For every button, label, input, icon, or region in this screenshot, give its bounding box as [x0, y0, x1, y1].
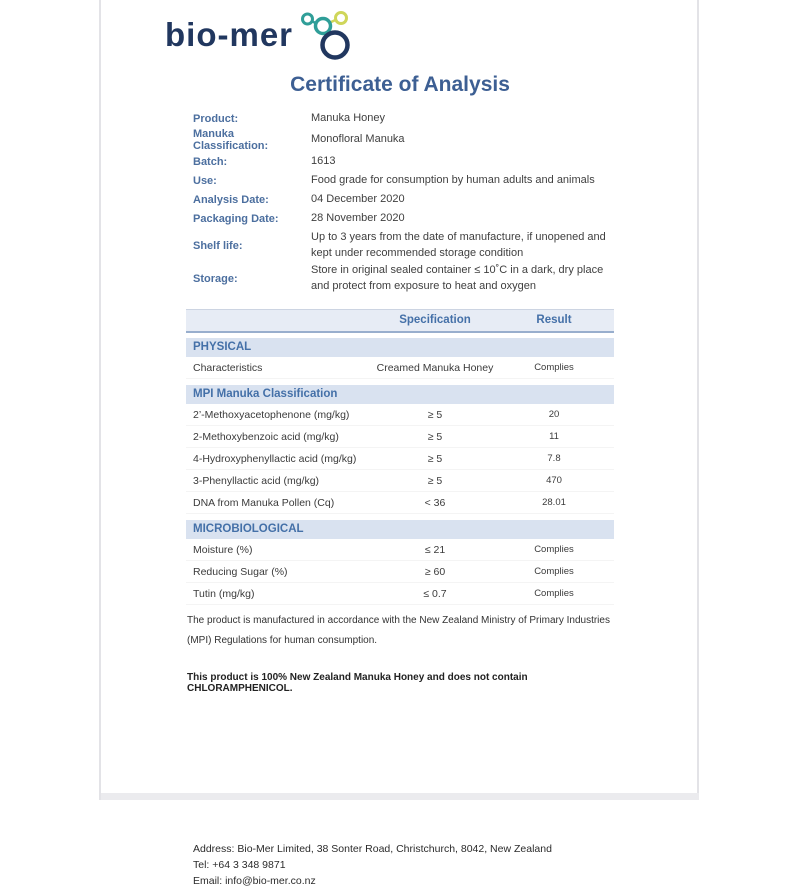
row-result: 11 — [494, 431, 614, 442]
product-info-value: Up to 3 years from the date of manufacture, if unopened and kept under recommended storage condition — [311, 230, 614, 261]
row-specification: < 36 — [376, 497, 494, 509]
footer-address: Address: Bio-Mer Limited, 38 Sonter Road, Christchurch, 8042, New Zealand — [193, 841, 614, 857]
row-parameter: Tutin (mg/kg) — [186, 588, 376, 600]
row-specification: Creamed Manuka Honey — [376, 362, 494, 374]
row-result: Complies — [494, 566, 614, 577]
product-info-value: 1613 — [311, 154, 614, 170]
product-info-value: Manuka Honey — [311, 111, 614, 127]
product-info-label: Storage: — [193, 273, 311, 285]
row-parameter: 3-Phenyllactic acid (mg/kg) — [186, 475, 376, 487]
table-row — [186, 561, 614, 583]
table-row — [186, 404, 614, 426]
table-header-row — [186, 309, 614, 333]
product-info-label: Shelf life: — [193, 240, 311, 252]
product-info-row — [193, 109, 614, 128]
page-left-edge — [99, 0, 101, 800]
product-info-row — [193, 128, 614, 152]
product-info-value: 04 December 2020 — [311, 192, 614, 208]
product-info-label: Packaging Date: — [193, 213, 311, 225]
product-info-row — [193, 152, 614, 171]
table-section-header: MPI Manuka Classification — [186, 385, 614, 404]
table-row — [186, 539, 614, 561]
product-info-label: Analysis Date: — [193, 194, 311, 206]
logo-wordmark: bio-mer — [165, 10, 293, 60]
footer-tel: Tel: +64 3 348 9871 — [193, 857, 614, 873]
product-info-row — [193, 209, 614, 228]
authenticity-statement: This product is 100% New Zealand Manuka Honey and does not contain CHLORAMPHENICOL. — [186, 672, 614, 694]
certificate-document — [186, 0, 614, 889]
row-parameter: DNA from Manuka Pollen (Cq) — [186, 497, 376, 509]
contact-footer — [186, 841, 614, 889]
row-result: Complies — [494, 362, 614, 373]
table-row — [186, 583, 614, 605]
row-parameter: 4-Hydroxyphenyllactic acid (mg/kg) — [186, 453, 376, 465]
row-parameter: Moisture (%) — [186, 544, 376, 556]
table-section-header: PHYSICAL — [186, 338, 614, 357]
biomer-logo — [165, 10, 614, 60]
row-specification: ≥ 60 — [376, 566, 494, 578]
row-result: 20 — [494, 409, 614, 420]
table-section-header: MICROBIOLOGICAL — [186, 520, 614, 539]
product-info-label: Use: — [193, 175, 311, 187]
table-row — [186, 357, 614, 379]
product-info-label: Product: — [193, 113, 311, 125]
product-info-row — [193, 230, 614, 261]
row-parameter: Characteristics — [186, 362, 376, 374]
row-specification: ≤ 0.7 — [376, 588, 494, 600]
row-specification: ≥ 5 — [376, 453, 494, 465]
molecule-logo-icon — [297, 10, 355, 62]
row-parameter: 2-Methoxybenzoic acid (mg/kg) — [186, 431, 376, 443]
table-row — [186, 492, 614, 514]
row-result: 7.8 — [494, 453, 614, 464]
product-info-row — [193, 263, 614, 294]
footer-email: Email: info@bio-mer.co.nz — [193, 873, 614, 889]
regulation-note: The product is manufactured in accordance with the New Zealand Ministry of Primary Industries (MPI) Regulations for human consumption. — [186, 611, 614, 651]
table-row — [186, 448, 614, 470]
product-info — [186, 109, 614, 294]
row-specification: ≥ 5 — [376, 409, 494, 421]
row-result: Complies — [494, 544, 614, 555]
result-column-header: Result — [494, 314, 614, 326]
table-body — [186, 338, 614, 605]
page-right-edge — [697, 0, 699, 800]
product-info-row — [193, 171, 614, 190]
product-info-value: Food grade for consumption by human adults and animals — [311, 173, 614, 189]
row-specification: ≥ 5 — [376, 431, 494, 443]
product-info-label: Manuka Classification: — [193, 128, 311, 152]
page-title: Certificate of Analysis — [186, 73, 614, 97]
parameter-column-header — [186, 314, 376, 326]
table-row — [186, 426, 614, 448]
row-result: 28.01 — [494, 497, 614, 508]
analysis-table — [186, 309, 614, 605]
row-specification: ≥ 5 — [376, 475, 494, 487]
specification-column-header: Specification — [376, 314, 494, 326]
product-info-row — [193, 190, 614, 209]
table-row — [186, 470, 614, 492]
row-parameter: 2’-Methoxyacetophenone (mg/kg) — [186, 409, 376, 421]
product-info-label: Batch: — [193, 156, 311, 168]
row-specification: ≤ 21 — [376, 544, 494, 556]
product-info-value: Monofloral Manuka — [311, 132, 614, 148]
product-info-value: Store in original sealed container ≤ 10˚C in a dark, dry place and protect from exposure to heat and oxygen — [311, 263, 614, 294]
row-parameter: Reducing Sugar (%) — [186, 566, 376, 578]
product-info-value: 28 November 2020 — [311, 211, 614, 227]
row-result: 470 — [494, 475, 614, 486]
row-result: Complies — [494, 588, 614, 599]
